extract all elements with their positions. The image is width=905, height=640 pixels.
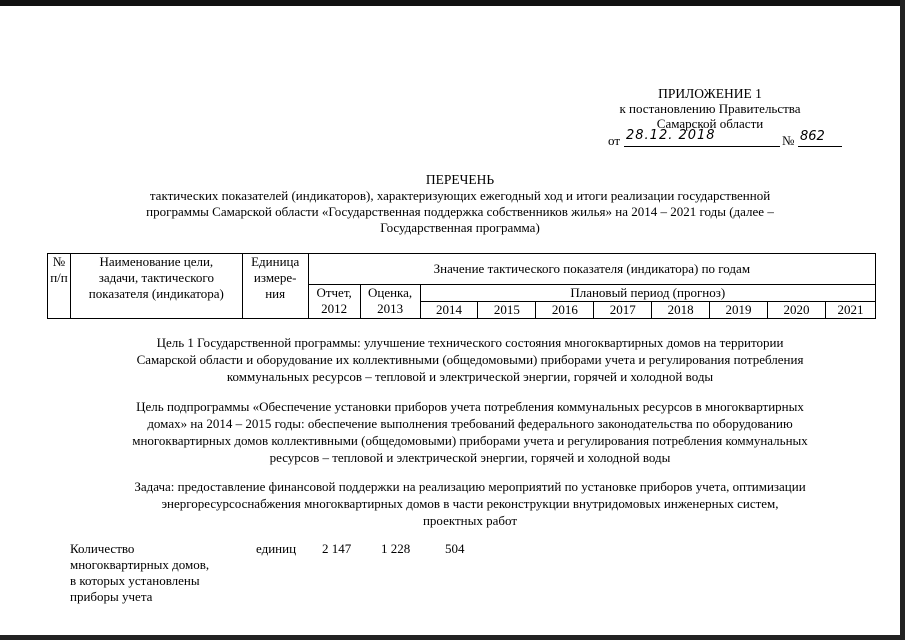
heading-line-1: тактических показателей (индикаторов), характеризующих ежегодный ход и итоги реализации государственной [149,188,771,203]
document-heading [60,172,860,236]
date-underline [624,146,780,147]
goal-1: Цель 1 Государственной программы: улучшение технического состояния многоквартирных домов на территории Самарской области и оборудование их коллективными (общедомовыми) приборами учета и регулирования потребления коммунальных ресурсов – тепловой и электрической энергии, горячей и холодной воды [136,335,804,384]
number-label: № [782,133,795,148]
header-name: Наименование цели, задачи, тактического показателя (индикатора) [70,254,242,319]
handwritten-date: 28.12. 2018 [626,128,716,143]
scan-border-top [0,0,905,6]
indicator-value-2014: 504 [445,541,465,556]
header-year: 2019 [710,302,768,319]
handwritten-number: 862 [800,129,825,144]
task: Задача: предоставление финансовой поддержки на реализацию мероприятий по установке приборов учета, оптимизации энергоресурсоснабжения многоквартирных домов в части реконструкции внутридомовых инженерных систем, проектных работ [134,479,806,528]
appendix-title: ПРИЛОЖЕНИЕ 1 [658,86,762,101]
header-year: 2018 [652,302,710,319]
heading-title: ПЕРЕЧЕНЬ [425,172,495,187]
header-year: 2015 [478,302,536,319]
appendix-block [560,86,860,149]
scan-border-bottom [0,635,905,640]
number-underline [798,146,842,147]
header-number: № п/п [48,254,71,319]
appendix-line-1: к постановлению Правительства [619,101,801,116]
header-plan: Плановый период (прогноз) [420,285,875,302]
header-year: 2020 [768,302,826,319]
indicator-unit: единиц [256,541,297,556]
indicator-value-2013: 1 228 [381,541,411,556]
heading-line-3: Государственная программа) [380,220,540,235]
heading-line-2: программы Самарской области «Государственная поддержка собственников жилья» на 2014 – 2021 годы (далее – [146,204,774,219]
header-estimate: Оценка, 2013 [360,285,420,319]
scan-border-right [900,0,905,640]
header-report: Отчет, 2012 [308,285,360,319]
appendix-date-line [560,128,860,149]
header-year: 2021 [825,302,875,319]
indicator-value-2012: 2 147 [322,541,352,556]
header-year: 2014 [420,302,478,319]
subprogram-goal: Цель подпрограммы «Обеспечение установки приборов учета потребления коммунальных ресурсов в многоквартирных домах» на 2014 – 2015 годы: обеспечение выполнения требований федерального законодательства по оборудованию многоквартирных домов коллективными (общедомовыми) приборами учета и регулирования потребления коммунальных ресурсов – тепловой и электрической энергии, горячей и холодной воды [132,399,808,465]
indicator-table-header [47,253,876,319]
header-year: 2017 [594,302,652,319]
indicator-name: Количество многоквартирных домов, в которых установлены приборы учета [70,541,210,604]
header-year: 2016 [536,302,594,319]
header-values: Значение тактического показателя (индикатора) по годам [308,254,875,285]
appendix-line-2: Самарской области [656,116,764,131]
date-prefix: от [608,133,621,148]
header-unit: Единица измере- ния [242,254,308,319]
